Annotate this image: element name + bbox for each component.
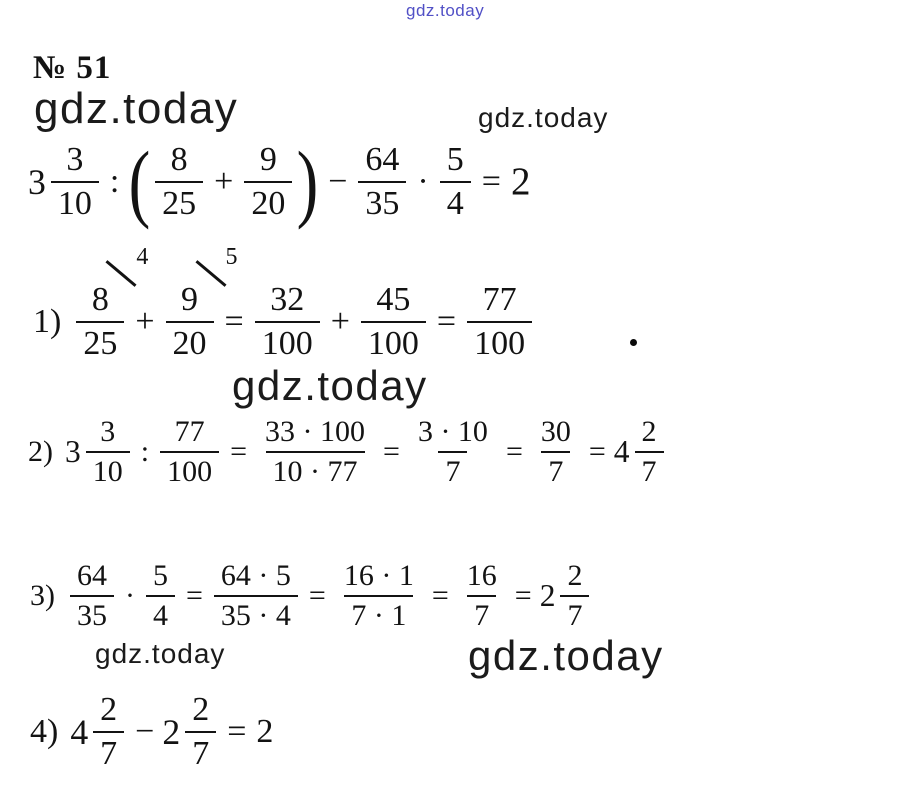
fraction-numerator: 45: [376, 281, 411, 318]
fraction-denominator: 20: [166, 321, 214, 362]
fraction-numerator: 3 · 10: [417, 415, 488, 448]
watermark-middle: gdz.today: [232, 362, 428, 409]
fraction-denominator: 25: [155, 181, 203, 222]
step-label: 1): [33, 302, 62, 340]
stray-dot: [630, 339, 637, 346]
fraction-numerator: 3: [100, 415, 116, 448]
operator: =: [230, 434, 248, 468]
mixed-number: [65, 416, 133, 487]
whole-part: 4: [70, 711, 89, 752]
fraction: [214, 560, 298, 631]
fraction-denominator: 7: [635, 451, 664, 488]
fraction: [70, 560, 114, 631]
mixed-number: [614, 416, 667, 487]
operator: =: [505, 434, 523, 468]
watermark-header-right: gdz.today: [478, 102, 609, 133]
operator: =: [588, 434, 606, 468]
fraction-numerator: 77: [482, 281, 517, 318]
fraction-numerator: 5: [153, 559, 168, 592]
solution-step-2: [28, 416, 667, 487]
fraction-denominator: 4: [440, 181, 471, 222]
mixed-number: [70, 692, 127, 771]
fraction-denominator: 20: [244, 181, 292, 222]
fraction-numerator: 9: [259, 141, 277, 178]
operator: ·: [125, 578, 135, 612]
solution-step-3: [30, 560, 592, 631]
fraction-numerator: 16: [466, 559, 497, 592]
fraction: [534, 416, 578, 487]
fraction: [244, 142, 292, 221]
fraction-numerator: 3: [66, 141, 84, 178]
operator: ·: [417, 162, 429, 200]
operator: −: [135, 712, 155, 750]
operator: +: [330, 302, 350, 340]
operator: =: [436, 302, 457, 340]
fraction: [93, 692, 124, 771]
problem-number: № 51: [33, 50, 112, 86]
whole-part: 3: [65, 433, 81, 469]
fraction: [86, 416, 130, 487]
fraction-numerator: 2: [567, 559, 583, 592]
fraction: [51, 142, 99, 221]
watermark-top: gdz.today: [406, 1, 485, 20]
operator: =: [308, 578, 326, 612]
operator: :: [109, 162, 120, 200]
operator: −: [328, 162, 348, 200]
fraction-numerator: 2: [641, 415, 657, 448]
operator: =: [383, 434, 400, 468]
fraction-denominator: 100: [160, 451, 219, 488]
fraction-denominator: 7: [438, 451, 467, 488]
fraction-numerator: 2: [100, 691, 118, 728]
fraction-denominator: 7: [93, 731, 124, 772]
reduction-slash-icon: [106, 260, 137, 287]
mixed-number: [162, 692, 219, 771]
fraction-numerator: 8: [91, 281, 109, 318]
reduction-mark: [196, 244, 238, 292]
fraction-denominator: 7: [560, 595, 589, 632]
fraction: [258, 416, 372, 487]
step-label: 3): [30, 578, 55, 612]
reduction-mark: [106, 244, 149, 292]
operator: +: [214, 162, 234, 200]
fraction-numerator: 64: [365, 141, 400, 178]
fraction-denominator: 7: [185, 731, 216, 772]
operator: :: [140, 434, 150, 468]
fraction-denominator: 7: [541, 451, 570, 488]
fraction-denominator: 100: [255, 321, 320, 362]
fraction: [440, 142, 471, 221]
operator: =: [224, 302, 244, 340]
solution-step-4: [30, 692, 275, 771]
fraction: [361, 282, 426, 361]
fraction-denominator: 10: [51, 181, 99, 222]
fraction: [155, 142, 203, 221]
fraction-numerator: 9: [181, 281, 199, 318]
step-label: 2): [28, 434, 53, 468]
fraction-numerator: 5: [446, 141, 464, 178]
whole-part: 2: [539, 577, 556, 613]
fraction: [560, 560, 589, 631]
equation-row-main: 3 $\frac{3}{10}$ : ( $\frac{8}{25}$ + $\frac{9}{20}$ ) − $\frac{64}{35}$ · $\frac{5}{4}$ = 2: [28, 133, 531, 230]
fraction: [255, 282, 320, 361]
fraction-numerator: 32: [270, 281, 305, 318]
fraction-numerator: 64 · 5: [220, 559, 291, 592]
reduction-factor: 4: [136, 244, 149, 270]
fraction-denominator: 35: [70, 595, 114, 632]
fraction-denominator: 10 · 77: [266, 451, 365, 488]
fraction-with-reduction-mark: [166, 244, 238, 362]
fraction-denominator: 35 · 4: [214, 595, 298, 632]
fraction-numerator: 64: [77, 559, 107, 592]
number: 2: [256, 712, 274, 750]
fraction: [337, 560, 421, 631]
reduction-slash-icon: [195, 260, 226, 287]
fraction-numerator: 33 · 100: [265, 415, 366, 448]
operator: =: [431, 578, 449, 612]
mixed-number: [28, 142, 102, 221]
fraction: [411, 416, 495, 487]
fraction-denominator: 7 · 1: [344, 595, 413, 632]
fraction-numerator: 30: [540, 415, 571, 448]
fraction: [146, 560, 175, 631]
fraction-denominator: 100: [467, 321, 532, 362]
number: 2: [510, 160, 531, 204]
operator: =: [227, 712, 247, 750]
mixed-number: [540, 560, 593, 631]
fraction-numerator: 8: [170, 141, 188, 178]
fraction-with-reduction-mark: [76, 244, 149, 362]
fraction-denominator: 10: [86, 451, 130, 488]
operator: =: [481, 162, 501, 200]
fraction-denominator: 7: [467, 595, 496, 632]
fraction-denominator: 35: [358, 181, 406, 222]
fraction-denominator: 100: [361, 321, 426, 362]
fraction: [185, 692, 216, 771]
operator: =: [186, 578, 203, 612]
fraction: [460, 560, 504, 631]
fraction: [467, 282, 532, 361]
fraction: [635, 416, 664, 487]
fraction-numerator: 16 · 1: [343, 559, 414, 592]
watermark-bottom-left: gdz.today: [95, 638, 226, 669]
fraction-numerator: 77: [174, 415, 205, 448]
step-label: 4): [30, 712, 59, 750]
watermark-bottom-right: gdz.today: [468, 632, 664, 679]
whole-part: 2: [162, 711, 181, 752]
fraction-numerator: 2: [192, 691, 210, 728]
fraction: [358, 142, 406, 221]
operator: =: [514, 578, 532, 612]
fraction-denominator: 4: [146, 595, 175, 632]
operator: +: [135, 302, 155, 340]
whole-part: 4: [613, 433, 630, 469]
fraction: [160, 416, 219, 487]
reduction-factor: 5: [225, 244, 238, 270]
fraction-denominator: 25: [76, 321, 124, 362]
watermark-header-large: gdz.today: [34, 84, 239, 133]
whole-part: 3: [28, 161, 46, 202]
solution-step-1: [33, 244, 535, 362]
